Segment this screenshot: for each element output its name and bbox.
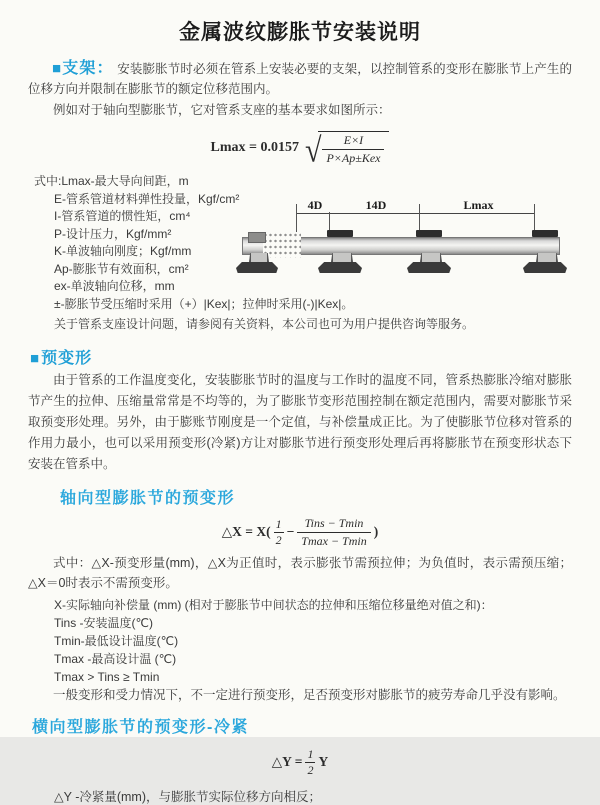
support-intro-text: 安装膨胀节时必须在管系上安装必要的支架，以控制管系的变形在膨胀节上产生的位移方向并限制在膨胀节的额定位移范围内。 [28,62,572,96]
definition-line: ex-单波轴向位移，mm [54,279,175,293]
variable-line: Tmax -最高设计温 (℃) [54,652,177,666]
dimension-label-lmax: Lmax [424,199,533,212]
pipe-support [316,230,364,276]
guide-spacing-formula [0,129,600,167]
pipe-anchor-support [238,230,286,276]
variable-line: Tmax > Tins ≥ Tmin [54,670,160,684]
dimension-label-4d: 4D [298,199,332,212]
support-section-heading: 支架： [62,60,114,77]
dimension-label-14d: 14D [334,199,418,212]
section-square-icon: ■ [52,60,62,77]
predeform-body-paragraph: 由于管系的工作温度变化，安装膨胀节时的温度与工作时的温度不同，管系热膨胀冷缩对膨胀节产生的拉伸、压缩量常常是不均等的，为了膨胀节变形范围控制在额定范围内，需要对膨胀节采取预变形处理。另外，由于膨账节刚度是一个定值，与补偿量成正比。为了使膨胀节位移对管系的作用力最小，也可以采用预变形(冷紧)方让对膨胀节进行预变形处理后再将膨胀节在预变形状态下安装在管系中。 [28,373,572,471]
predeform-section-heading: ■预变形 [30,350,93,367]
definition-line: ±-膨胀节受压缩时采用（+）|Kex|；拉伸时采用(-)|Kex|。 [54,296,354,311]
definition-line: 式中:Lmax-最大导向间距，m [34,174,189,188]
formula1-numerator: E×I [343,132,364,147]
definition-line: K-单波轴向刚度；Kgf/mm [54,244,192,258]
definition-line: E-管系管道材料弹性投量，Kgf/cm² [54,191,240,206]
one-half-fraction: $\frac{1}{2}$ [275,516,282,547]
axial-explain-paragraph: 式中：△X-预变形量(mm)，△X为正值时，表示膨张节需预拉伸；为负值时，表示需预压缩；△X＝0时表示不需预变形。 [28,556,572,590]
axial-note: 一般变形和受力情况下，不一定进行预变形，足否预变形对膨胀节的疲劳寿命几乎没有影响。 [53,688,566,702]
lateral-subheading: 横向型膨胀节的预变形-冷紧 [32,719,249,736]
definition-line: I-管系管道的惯性矩，cm⁴ [54,209,191,223]
lateral-note: △Y -冷紧量(mm)，与膨胀节实际位移方向相反； [54,790,322,804]
support-note: 关于管系支座设计问题，请参阅有关资料，本公司也可为用户提供咨询等服务。 [54,317,475,331]
formula1-denominator: P×Ap±Kex [322,149,384,166]
axial-subheading: 轴向型膨胀节的预变形 [60,490,236,507]
dimension-line [296,213,534,214]
one-half-fraction: $\frac{1}{2}$ [307,746,314,777]
formula1-fraction [322,133,384,166]
page-title: 金属波纹膨胀节安装说明 [179,21,421,44]
pipe-support [405,230,453,276]
sqrt-expression [305,130,389,169]
pipe-support-diagram [242,199,562,283]
formula2-close-paren: ) [373,524,379,539]
axial-variable-list [54,596,600,686]
section-square-icon: ■ [30,350,41,367]
formula2-lhs: △X = X( [221,524,271,539]
formula3-lhs: △Y = [271,754,303,769]
support-intro-paragraph [28,59,572,99]
definition-line: Ap-膨胀节有效面积，cm² [54,261,189,276]
lateral-coldtight-formula [0,745,600,779]
variable-line: X-实际轴向补偿量 (mm) (相对于膨胀节中间状态的拉伸和压缩位移量绝对值之和)： [54,598,493,612]
pipe-support [521,230,569,276]
formula1-lhs: Lmax = 0.0157 [210,140,299,155]
support-example-line: 例如对于轴向型膨胀节，它对管系支座的基本要求如图所示： [53,103,391,117]
variable-line: Tins -安装温度(℃) [54,616,154,630]
definition-line: P-设计压力，Kgf/mm² [54,226,172,241]
definitions-and-diagram [34,173,600,333]
formula3-rhs: Y [318,754,329,769]
axial-predeform-formula [0,514,600,550]
temperature-fraction: $\frac{\text{Tins − Tmin}}{Tmax - Tmin}$ [297,516,370,549]
variable-line: Tmin-最低设计温度(℃) [54,634,179,648]
radical-sign: √ [305,130,322,169]
minus-sign: − [286,524,295,539]
